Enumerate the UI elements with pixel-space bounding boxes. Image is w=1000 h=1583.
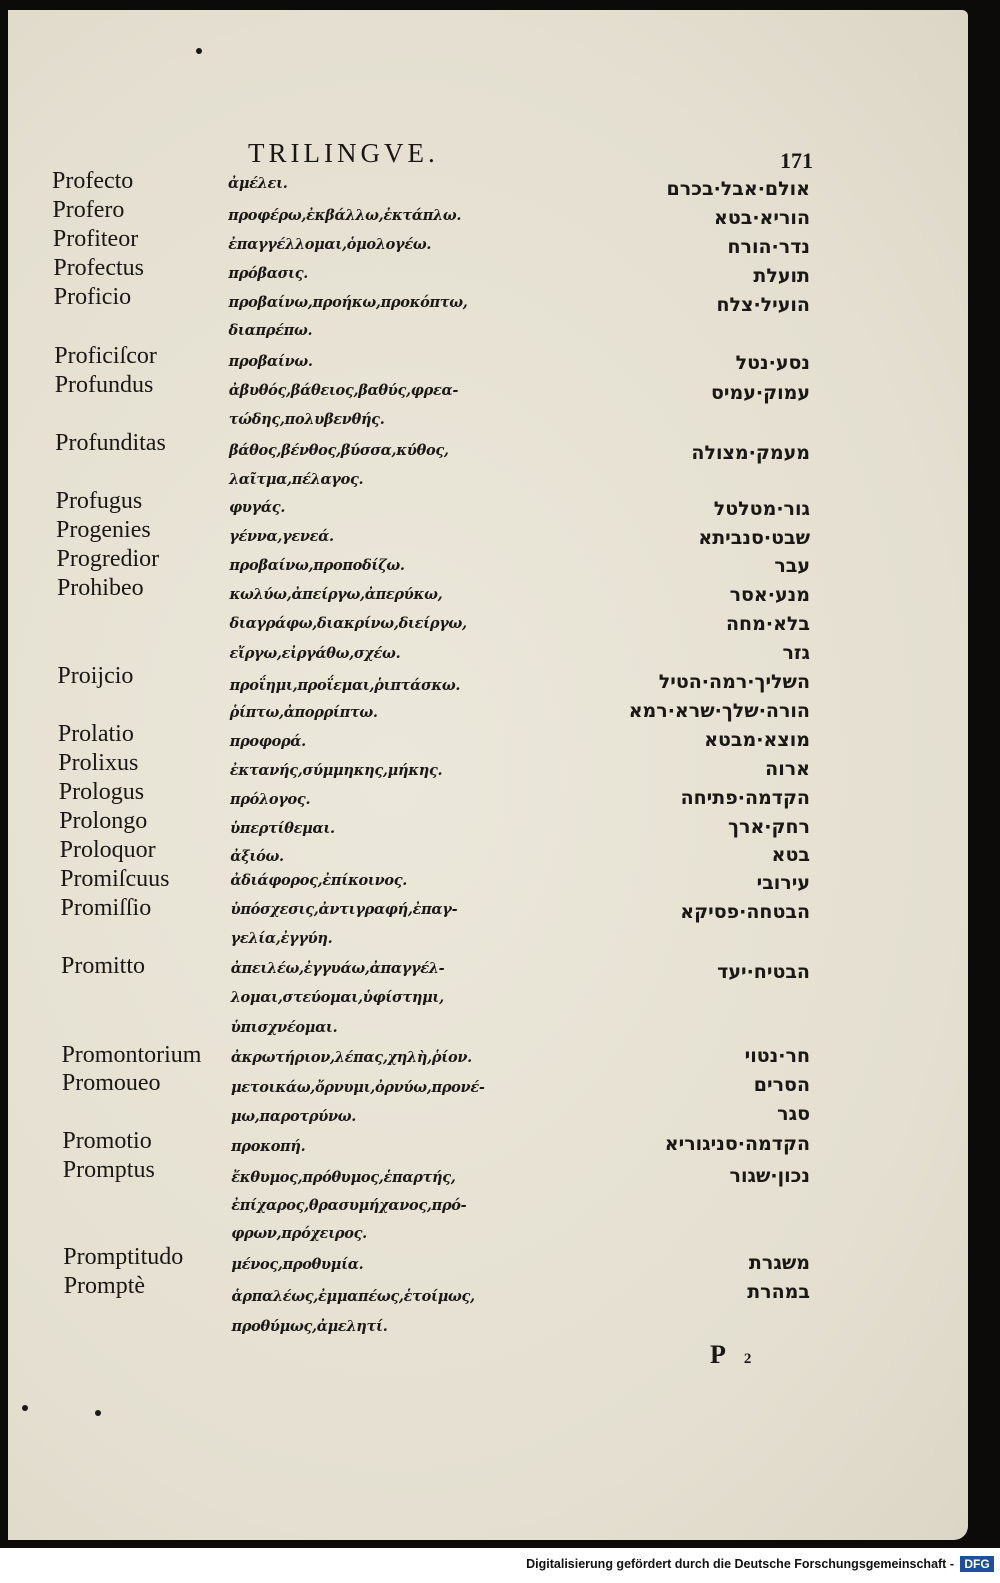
latin-headword: Prolixus <box>58 750 139 776</box>
greek-equivalent: τώδης,πολυβενθής. <box>228 411 385 428</box>
greek-equivalent: φυγάς. <box>229 499 286 516</box>
greek-equivalent: ἐπίχαρος,θρασυμήχανος,πρό- <box>231 1197 467 1214</box>
hebrew-equivalent: נדר·הורח <box>727 236 810 258</box>
latin-headword: Proijcio <box>57 663 134 689</box>
hebrew-equivalent: במהרת <box>747 1281 810 1303</box>
hebrew-equivalent: גזר <box>782 642 810 664</box>
hebrew-equivalent: הקדמה·סניגוריא <box>664 1133 810 1155</box>
latin-headword: Profunditas <box>55 430 166 456</box>
signature-mark <box>710 1340 751 1370</box>
greek-equivalent: προβαίνω,προποδίζω. <box>229 557 405 574</box>
hebrew-equivalent: השליך·רמה·הטיל <box>658 671 810 693</box>
greek-equivalent: ἐπαγγέλλομαι,ὁμολογέω. <box>228 236 432 253</box>
latin-headword: Promptus <box>62 1157 155 1183</box>
hebrew-equivalent: בטא <box>771 844 810 866</box>
signature-number: 2 <box>743 1351 752 1367</box>
latin-headword: Profundus <box>54 372 154 398</box>
latin-headword: Promiſſio <box>60 895 152 921</box>
greek-equivalent: προβαίνω. <box>228 353 313 370</box>
hebrew-equivalent: חר·נטוי <box>744 1045 810 1067</box>
hebrew-equivalent: גור·מטלטל <box>713 498 810 520</box>
greek-equivalent: φρων,πρόχειρος. <box>231 1225 367 1242</box>
greek-equivalent: εἴργω,εἰργάθω,σχέω. <box>229 645 401 662</box>
latin-headword: Promptè <box>63 1273 146 1299</box>
book-page <box>8 10 968 1540</box>
latin-headword: Prolatio <box>57 721 134 747</box>
greek-equivalent: ῥίπτω,ἀπορρίπτω. <box>229 704 378 721</box>
latin-headword: Profero <box>52 197 125 223</box>
hebrew-equivalent: עירובי <box>756 872 810 894</box>
hebrew-equivalent: תועלת <box>753 265 810 287</box>
greek-equivalent: μένος,προθυμία. <box>231 1256 364 1273</box>
hebrew-equivalent: מנע·אסר <box>729 584 810 606</box>
latin-headword: Promptitudo <box>63 1244 184 1270</box>
ink-speck <box>95 1410 101 1416</box>
greek-equivalent: ἀμέλει. <box>228 175 288 192</box>
latin-headword: Proficio <box>53 284 132 310</box>
hebrew-equivalent: הקדמה·פתיחה <box>680 787 810 809</box>
latin-headword: Prohibeo <box>56 575 144 601</box>
latin-headword: Prologus <box>58 779 145 805</box>
greek-equivalent: διαπρέπω. <box>228 322 313 339</box>
latin-headword: Progenies <box>56 517 151 543</box>
latin-headword: Prolongo <box>59 808 148 834</box>
greek-equivalent: προΐημι,προΐεμαι,ῥιπτάσκω. <box>229 677 461 694</box>
latin-headword: Profecto <box>52 168 134 194</box>
greek-equivalent: ἀκρωτήριον,λέπας,χηλὴ,ῥίον. <box>230 1049 472 1066</box>
hebrew-equivalent: שבט·סנביתא <box>698 527 810 549</box>
latin-headword: Progredior <box>56 546 160 572</box>
greek-equivalent: βάθος,βένθος,βύσσα,κύθος, <box>228 442 449 459</box>
hebrew-equivalent: סגר <box>777 1103 810 1125</box>
latin-headword: Promiſcuus <box>60 866 170 892</box>
greek-equivalent: ἀβυθός,βάθειος,βαθύς,φρεα- <box>228 382 459 399</box>
greek-equivalent: προκοπή. <box>231 1138 306 1155</box>
latin-headword: Profugus <box>55 488 143 514</box>
hebrew-equivalent: הורה·שלך·שרא·רמא <box>628 700 810 722</box>
page-number: 171 <box>780 148 813 173</box>
hebrew-equivalent: מוצא·מבטא <box>704 729 810 751</box>
greek-equivalent: προβαίνω,προήκω,προκόπτω, <box>228 294 468 311</box>
hebrew-equivalent: עמוק·עמיס <box>710 382 810 404</box>
latin-headword: Promotio <box>62 1128 152 1154</box>
hebrew-equivalent: אולם·אבל·בכרם <box>666 178 810 200</box>
greek-equivalent: λαῖτμα,πέλαγος. <box>228 471 364 488</box>
hebrew-equivalent: הבטחה·פסיקא <box>680 901 810 923</box>
greek-equivalent: ὑπερτίθεμαι. <box>230 820 335 837</box>
hebrew-equivalent: משגרת <box>748 1252 810 1274</box>
greek-equivalent: διαγράφω,διακρίνω,διείργω, <box>229 615 467 632</box>
funding-notice: Digitalisierung gefördert durch die Deutsche Forschungsgemeinschaft - <box>526 1557 954 1571</box>
hebrew-equivalent: מעמק·מצולה <box>691 442 810 464</box>
latin-headword: Proficiſcor <box>54 343 157 369</box>
greek-equivalent: ἀπειλέω,ἐγγυάω,ἀπαγγέλ- <box>230 960 445 977</box>
hebrew-equivalent: רחק·ארך <box>728 816 810 838</box>
greek-equivalent: μω,παροτρύνω. <box>230 1108 356 1125</box>
latin-headword: Profectus <box>53 255 144 281</box>
hebrew-equivalent: ארוה <box>765 758 810 780</box>
latin-headword: Promitto <box>61 953 146 979</box>
latin-headword: Proloquor <box>59 837 156 863</box>
signature-letter: P <box>710 1340 726 1369</box>
greek-equivalent: ἐκτανής,σύμμηκης,μήκης. <box>229 762 443 779</box>
footer-bar <box>0 1548 1000 1583</box>
latin-headword: Promoueo <box>61 1070 161 1096</box>
greek-equivalent: προθύμως,ἀμελητί. <box>231 1318 388 1335</box>
greek-equivalent: ὑπισχνέομαι. <box>230 1019 338 1036</box>
latin-headword: Promontorium <box>61 1042 202 1068</box>
greek-equivalent: κωλύω,ἀπείργω,ἀπερύκω, <box>229 586 443 603</box>
greek-equivalent: ἔκθυμος,πρόθυμος,ἑπαρτής, <box>231 1169 456 1186</box>
running-head: TRILINGVE. <box>248 138 439 168</box>
greek-equivalent: πρόλογος. <box>230 791 311 808</box>
greek-equivalent: γελία,ἐγγύη. <box>230 930 333 947</box>
greek-equivalent: προφορά. <box>229 733 306 750</box>
greek-equivalent: ἀδιάφορος,ἐπίκοινος. <box>230 872 408 889</box>
ink-speck <box>22 1405 28 1411</box>
greek-equivalent: μετοικάω,ὄρνυμι,ὀρνύω,προνέ- <box>230 1079 485 1096</box>
hebrew-equivalent: נסע·נטל <box>735 352 810 374</box>
greek-equivalent: ἁρπαλέως,ἐμμαπέως,ἑτοίμως, <box>231 1288 475 1305</box>
hebrew-equivalent: הועיל·צלח <box>716 294 810 316</box>
hebrew-equivalent: הוריא·בטא <box>714 207 810 229</box>
dfg-logo: DFG <box>960 1556 994 1572</box>
greek-equivalent: ὑπόσχεσις,ἀντιγραφή,ἐπαγ- <box>230 901 458 918</box>
hebrew-equivalent: הבטיח·יעד <box>717 961 810 983</box>
greek-equivalent: λομαι,στεύομαι,ὑφίστημι, <box>230 989 444 1006</box>
hebrew-equivalent: הסרים <box>753 1074 810 1096</box>
greek-equivalent: ἀξιόω. <box>230 848 284 865</box>
latin-headword: Profiteor <box>52 226 139 252</box>
greek-equivalent: πρόβασις. <box>228 265 308 282</box>
hebrew-equivalent: נכון·שגור <box>729 1165 810 1187</box>
hebrew-equivalent: עבר <box>774 555 810 577</box>
hebrew-equivalent: בלא·מחה <box>726 613 810 635</box>
greek-equivalent: προφέρω,ἐκβάλλω,ἐκτάπλω. <box>228 207 462 224</box>
greek-equivalent: γέννα,γενεά. <box>229 528 334 545</box>
ink-speck <box>196 48 202 54</box>
